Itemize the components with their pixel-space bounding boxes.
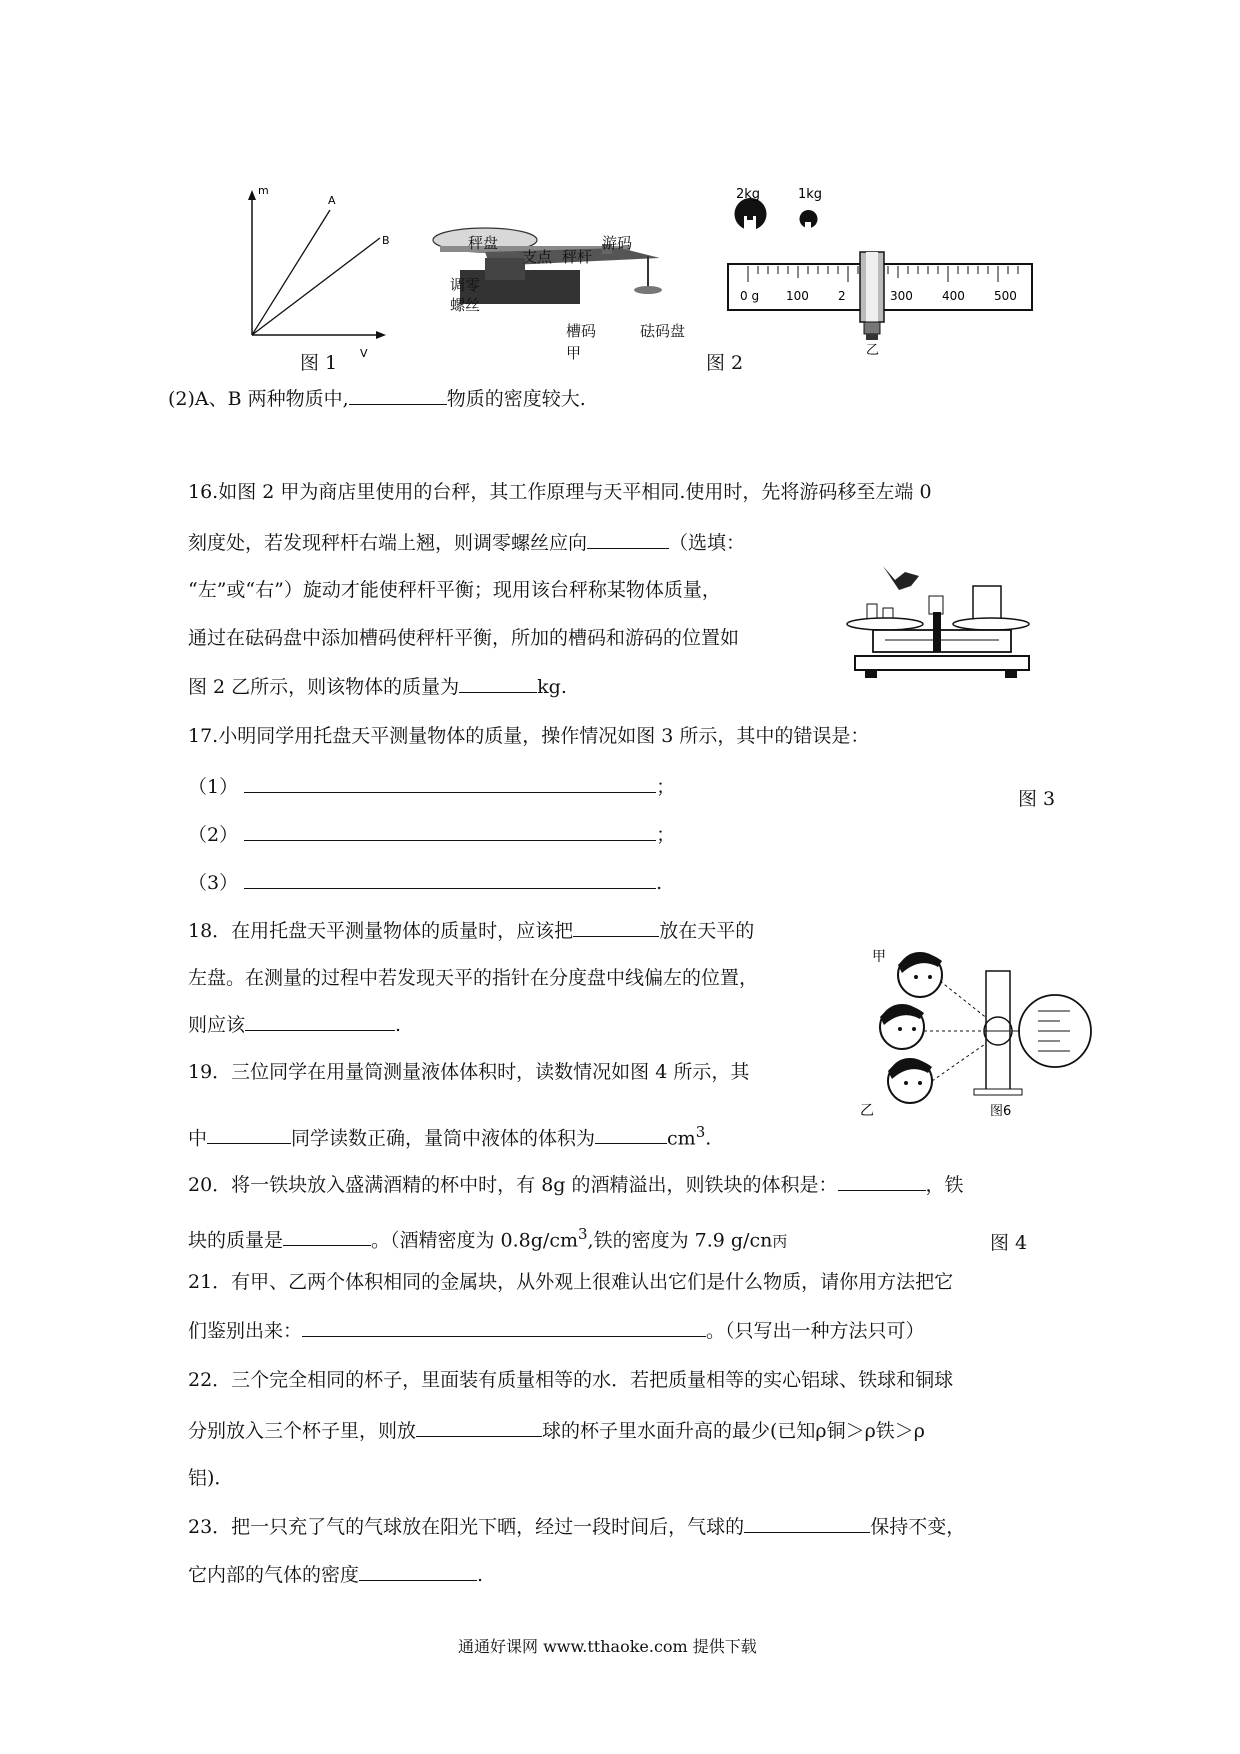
- figure2-scale-label: 2: [838, 289, 846, 303]
- figure2-yi-rider-scale: [720, 186, 1040, 356]
- figure3-caption: 图 3: [1018, 788, 1056, 810]
- q17-blank-3[interactable]: [244, 870, 656, 889]
- q23-blank-density[interactable]: [359, 1562, 477, 1581]
- q22-blank-ball[interactable]: [416, 1418, 542, 1437]
- q16-line4: 通过在砝码盘中添加槽码使秤杆平衡，所加的槽码和游码的位置如: [188, 627, 740, 649]
- q20-blank-mass[interactable]: [283, 1227, 371, 1246]
- figure1-caption: 图 1: [300, 352, 338, 374]
- figure1-axis-y: m: [258, 184, 269, 197]
- q18-line3: 则应该 .: [188, 1014, 402, 1036]
- q16-line3: “左”或“右”）旋动才能使秤杆平衡；现用该台秤称某物体质量，: [188, 579, 721, 601]
- figure4-cylinder-reading-illustration: [850, 935, 1100, 1120]
- q17-blank-1[interactable]: [244, 774, 656, 793]
- q22-line2: 分别放入三个杯子里，则放 球的杯子里水面升高的最少(已知ρ铜＞ρ铁＞ρ: [188, 1420, 925, 1442]
- q17-item-1: （1） ；: [188, 776, 676, 798]
- figure1-line-b-label: B: [382, 234, 390, 247]
- q16-line1: 16.如图 2 甲为商店里使用的台秤，其工作原理与天平相同.使用时，先将游码移至左端 0: [188, 481, 932, 503]
- q17-blank-2[interactable]: [244, 822, 656, 841]
- figure2-caption: 图 2: [706, 352, 744, 374]
- q16-line2: 刻度处，若发现秤杆右端上翘，则调零螺丝应向 （选填：: [188, 532, 746, 554]
- figure2-label-weight-pan: 砝码盘: [640, 322, 686, 340]
- figure2-label-jia: 甲: [566, 344, 582, 362]
- figure2-scale-label: 100: [786, 289, 809, 303]
- q17-item-3: （3） .: [188, 872, 663, 894]
- figure2-label-adjust-2: 螺丝: [450, 296, 481, 314]
- q15-part2: (2)A、B 两种物质中, 物质的密度较大.: [168, 388, 586, 410]
- figure4-label-jia: 甲: [872, 949, 886, 965]
- figure2-label-pan: 秤盘: [468, 234, 499, 252]
- q20-line2: 块的质量是 。（酒精密度为 $0.8g/cm^3$,铁的密度为 7.9 g/cn丙: [188, 1225, 788, 1252]
- q19-blank-volume[interactable]: [595, 1125, 667, 1144]
- figure4-caption: 图 4: [990, 1232, 1028, 1254]
- q19-line2: 中 同学读数正确，量筒中液体的体积为 $cm^3$.: [188, 1123, 712, 1150]
- q16-line5: 图 2 乙所示，则该物体的质量为 kg.: [188, 676, 567, 698]
- q21-blank-method[interactable]: [302, 1318, 706, 1337]
- figure1-graph: [228, 180, 408, 360]
- q17-item-2: （2） ；: [188, 824, 676, 846]
- q19-blank-student[interactable]: [207, 1125, 291, 1144]
- q16-blank-mass[interactable]: [459, 674, 537, 693]
- figure2-scale-label: 300: [890, 289, 913, 303]
- page-footer: 通通好课网 www.tthaoke.com 提供下载: [458, 1637, 757, 1656]
- figure4-label-bing: 丙: [772, 1232, 788, 1251]
- figure4-label-yi: 乙: [860, 1103, 874, 1119]
- figure2-weight-2kg-label: 2kg: [736, 187, 761, 202]
- figure4-label-tu6: 图6: [990, 1104, 1012, 1119]
- figure2-scale-label: 500: [994, 289, 1017, 303]
- q17-stem: 17.小明同学用托盘天平测量物体的质量，操作情况如图 3 所示，其中的错误是：: [188, 725, 870, 747]
- q18-blank-object[interactable]: [573, 918, 659, 937]
- figure2-weight-1kg-label: 1kg: [798, 187, 823, 202]
- figure2-label-adjust-1: 调零: [450, 276, 481, 294]
- figure2-label-pivot: 支点: [522, 248, 553, 266]
- figure2-label-beam: 秤杆: [562, 248, 593, 266]
- figure2-scale-label: 400: [942, 289, 965, 303]
- q18-line1: 18．在用托盘天平测量物体的质量时，应该把 放在天平的: [188, 920, 755, 942]
- q18-blank-action[interactable]: [245, 1012, 395, 1031]
- q23-line1: 23．把一只充了气的气球放在阳光下晒，经过一段时间后，气球的 保持不变，: [188, 1516, 966, 1538]
- figure2-label-slot-weight: 槽码: [566, 322, 597, 340]
- q22-line3: 铝)．: [188, 1467, 234, 1489]
- q23-line2: 它内部的气体的密度 .: [188, 1564, 484, 1586]
- figure3-balance-illustration: [845, 560, 1035, 700]
- q15-blank[interactable]: [349, 386, 447, 405]
- q16-blank-direction[interactable]: [587, 530, 669, 549]
- q20-line1: 20．将一铁块放入盛满酒精的杯中时，有 8g 的酒精溢出，则铁块的体积是： ，铁: [188, 1174, 964, 1196]
- figure2-yi-label: 乙: [866, 343, 880, 356]
- figure1-line-a-label: A: [328, 194, 336, 207]
- q18-line2: 左盘。在测量的过程中若发现天平的指针在分度盘中线偏左的位置，: [188, 967, 759, 989]
- figure1-axis-x: V: [360, 347, 368, 360]
- q19-line1: 19．三位同学在用量筒测量液体体积时，读数情况如图 4 所示，其: [188, 1061, 750, 1083]
- q23-blank-quantity[interactable]: [744, 1514, 870, 1533]
- q21-line1: 21．有甲、乙两个体积相同的金属块，从外观上很难认出它们是什么物质，请你用方法把它: [188, 1271, 954, 1293]
- q20-blank-volume[interactable]: [838, 1172, 926, 1191]
- q21-line2: 们鉴别出来： 。（只写出一种方法只可）: [188, 1320, 925, 1342]
- q22-line1: 22．三个完全相同的杯子，里面装有质量相等的水．若把质量相等的实心铝球、铁球和铜球: [188, 1369, 954, 1391]
- figure2-label-rider: 游码: [602, 234, 633, 252]
- figure2-scale-label: 0 g: [740, 289, 760, 303]
